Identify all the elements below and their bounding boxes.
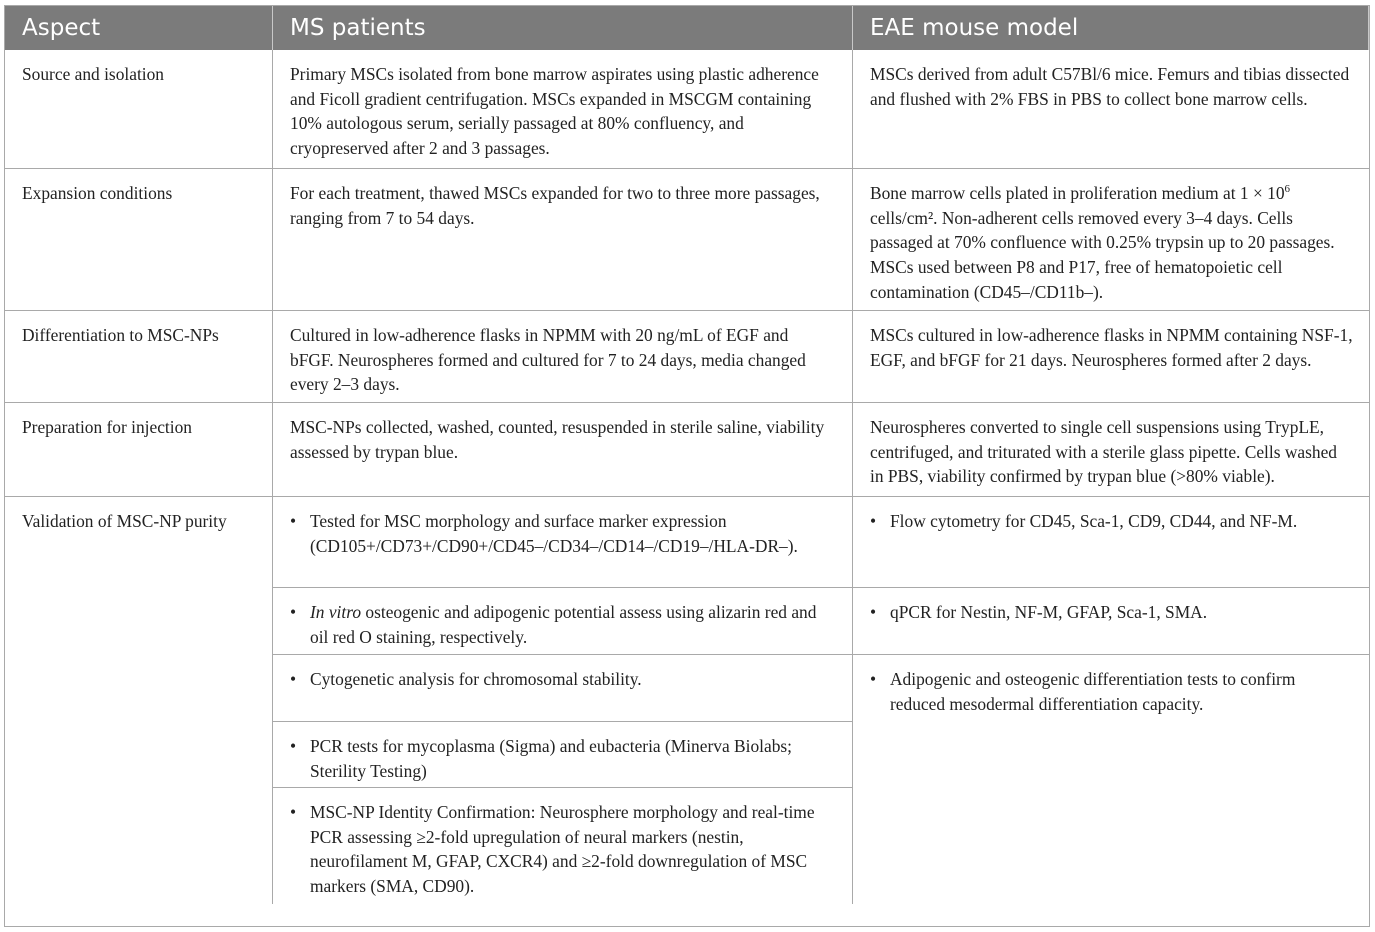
eae-expansion-exponent: 6 bbox=[1284, 183, 1291, 196]
ms-validation-item bbox=[273, 788, 853, 904]
eae-expansion-conditions bbox=[853, 169, 1369, 311]
aspect-source-isolation: Source and isolation bbox=[5, 50, 273, 169]
eae-differentiation: MSCs cultured in low-adherence flasks in NPMM containing NSF-1, EGF, and bFGF for 21 days. Neurospheres formed after 2 days. bbox=[853, 311, 1369, 403]
eae-validation-item bbox=[853, 655, 1369, 904]
ms-validation-item bbox=[273, 497, 853, 588]
ms-validation-item bbox=[273, 655, 853, 722]
header-ms-patients: MS patients bbox=[273, 6, 853, 50]
eae-expansion-text-pre: Bone marrow cells plated in proliferation medium at 1 × 10 bbox=[870, 183, 1285, 203]
eae-validation-differentiation-text: • Adipogenic and osteogenic differentiation tests to confirm reduced mesodermal differentiation capacity. bbox=[870, 667, 1353, 716]
eae-expansion-text-post: cells/cm². Non-adherent cells removed every 3–4 days. Cells passaged at 70% confluence with 0.25% trypsin up to 20 passages. MSCs used between P8 and P17, free of hematopoietic cell contamination (CD45–/CD11b–). bbox=[870, 207, 1335, 302]
ms-validation-item bbox=[273, 588, 853, 655]
ms-validation-pcr-text: • PCR tests for mycoplasma (Sigma) and eubacteria (Minerva Biolabs; Sterility Testing) bbox=[290, 734, 836, 783]
in-vitro-italic: In vitro bbox=[310, 602, 362, 622]
ms-validation-invitro-rest: osteogenic and adipogenic potential assess using alizarin red and oil red O staining, respectively. bbox=[310, 602, 817, 647]
eae-preparation-injection: Neurospheres converted to single cell suspensions using TrypLE, centrifuged, and triturated with a sterile glass pipette. Cells washed in PBS, viability confirmed by trypan blue (>80% viable). bbox=[853, 403, 1369, 497]
header-aspect: Aspect bbox=[5, 6, 273, 50]
ms-validation-item bbox=[273, 722, 853, 788]
header-eae-mouse-model: EAE mouse model bbox=[853, 6, 1369, 50]
aspect-preparation-injection: Preparation for injection bbox=[5, 403, 273, 497]
aspect-expansion-conditions: Expansion conditions bbox=[5, 169, 273, 311]
ms-validation-marker-text: • Tested for MSC morphology and surface marker expression (CD105+/CD73+/CD90+/CD45–/CD34–/CD14–/CD19–/HLA-DR–). bbox=[290, 509, 836, 558]
aspect-validation-purity: Validation of MSC-NP purity bbox=[5, 497, 273, 904]
ms-differentiation: Cultured in low-adherence flasks in NPMM with 20 ng/mL of EGF and bFGF. Neurospheres formed and cultured for 7 to 24 days, media changed every 2–3 days. bbox=[273, 311, 853, 403]
ms-source-isolation: Primary MSCs isolated from bone marrow aspirates using plastic adherence and Ficoll gradient centrifugation. MSCs expanded in MSCGM containing 10% autologous serum, serially passaged at 80% confluency, and cryopreserved after 2 and 3 passages. bbox=[273, 50, 853, 169]
ms-validation-identity-text: • MSC-NP Identity Confirmation: Neurosphere morphology and real-time PCR assessing ≥2-fold upregulation of neural markers (nestin, neurofilament M, GFAP, CXCR4) and ≥2-fold downregulation of MSC markers (SMA, CD90). bbox=[290, 800, 836, 899]
ms-validation-cytogenetic-text: • Cytogenetic analysis for chromosomal stability. bbox=[290, 667, 836, 692]
eae-validation-flow-text: • Flow cytometry for CD45, Sca-1, CD9, CD44, and NF-M. bbox=[870, 509, 1353, 534]
eae-source-isolation: MSCs derived from adult C57Bl/6 mice. Femurs and tibias dissected and flushed with 2% FBS in PBS to collect bone marrow cells. bbox=[853, 50, 1369, 169]
eae-validation-qpcr-text: • qPCR for Nestin, NF-M, GFAP, Sca-1, SMA. bbox=[870, 600, 1353, 625]
aspect-differentiation: Differentiation to MSC-NPs bbox=[5, 311, 273, 403]
comparison-table bbox=[4, 5, 1370, 927]
eae-validation-item bbox=[853, 497, 1369, 588]
eae-validation-item bbox=[853, 588, 1369, 655]
ms-validation-invitro-text bbox=[290, 600, 836, 649]
ms-expansion-conditions: For each treatment, thawed MSCs expanded for two to three more passages, ranging from 7 to 54 days. bbox=[273, 169, 853, 311]
ms-preparation-injection: MSC-NPs collected, washed, counted, resuspended in sterile saline, viability assessed by trypan blue. bbox=[273, 403, 853, 497]
